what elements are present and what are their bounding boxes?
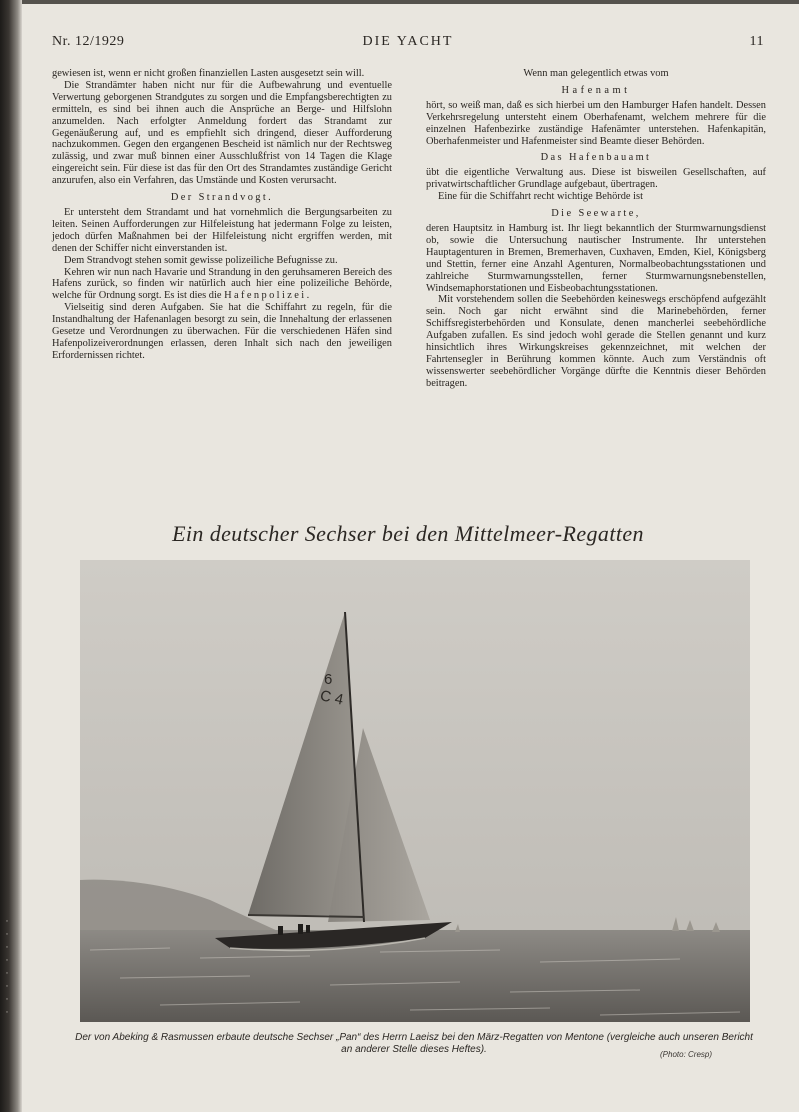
page-number: 11 [749,34,764,49]
article-title: Ein deutscher Sechser bei den Mittelmeer-Regatten [172,521,644,546]
section-heading: Der Strandvogt. [170,192,274,204]
section-heading: Die Seewarte, [551,208,641,220]
paragraph: Mit vorstehendem sollen die Seebehörden keineswegs erschöpfend aufgezählt sein. Noch gar nicht erwähnt sind die Marinebehörden, ferner Schiffsregisterbehörden und Konsulate, denen mancherlei seebehördliche Aufgaben zufallen. Es sind jedoch wohl gerade die Stellen genannt und kurz hinsichtlich ihres Wirkungskreises gekennzeichnet, mit welchen der Fahrtensegler in Berührung kommen könnte. Auch zum Verständnis oft wissenswerter seebehördlicher Vorgänge dürfte die Kenntnis dieser Behörden beitragen. [426,294,766,389]
paragraph: Er untersteht dem Strandamt und hat vornehmlich die Bergungsarbeiten zu leiten. Seinen Aufforderungen zur Hilfeleistung hat jedermann Folge zu leisten, jedoch dürfen Maßnahmen bei der Hilfeleistung nicht ergriffen werden, mit denen der Schiffer nicht einverstanden ist. [52,206,392,254]
right-column [426,68,766,390]
sail-mark: 6 [324,671,333,688]
sail-number: C 4 [318,687,345,709]
photo-caption: Der von Abeking & Rasmussen erbaute deutsche Sechser „Pan“ des Herrn Laeisz bei den März-Regatten von Mentone (vergleiche auch unseren Bericht an anderer Stelle dieses Heftes). [75,1032,753,1055]
paragraph-intro: Wenn man gelegentlich etwas vom [523,68,669,79]
paragraph: übt die eigentliche Verwaltung aus. Diese ist bisweilen Gesellschaften, auf privatwirtschaftlicher Grundlage aufgebaut, übertragen. [426,167,766,191]
issue-number: Nr. 12/1929 [52,34,125,49]
margin-marks: · · · · · · · · [5,916,9,1017]
sea [80,930,750,1022]
top-rule [22,0,799,4]
section-heading: Hafenamt [561,84,631,96]
paragraph: Die Strandämter haben nicht nur für die Aufbewahrung und eventuelle Verwertung geborgenen Strandgutes zu sorgen und die Empfangsberechtigten zu ermitteln, es sind bei ihnen auch die Ansprüche an Berge- und Hilfslohn anzumelden. Nach erfolgter Anmeldung fordert das Strandamt zur Gegenäußerung auf, und es empfiehlt sich dringend, dieser Aufforderung nachzukommen. Gegen den ergangenen Bescheid ist nämlich nur der Rechtsweg zulässig, und zwar muß binnen einer Ausschlußfrist von 14 Tagen die Klage eingereicht sein. Für diese ist das für den Ort des Strandamtes zuständige Gericht anzurufen, also ein Verfahren, das Umstände und Kosten verursacht. [52,79,392,187]
paragraph: Eine für die Schiffahrt recht wichtige Behörde ist [438,191,643,203]
journal-title: DIE YACHT [362,34,454,49]
paragraph: Dem Strandvogt stehen somit gewisse polizeiliche Befugnisse zu. [64,254,338,266]
left-column [52,68,392,362]
page-header [52,34,764,52]
paragraph: hört, so weiß man, daß es sich hierbei um den Hamburger Hafen handelt. Dessen Verkehrsregelung untersteht einem Oberhafenamt, welchem mehrere für die einzelnen Hafenbezirke zuständige Hafenämter unterstehen. Hafenkapitän, Oberhafenmeister und Hafenmeister sind Beamte dieser Behörden. [426,99,766,147]
sailing-yacht-photo [80,560,750,1022]
section-heading: Das Hafenbauamt [540,152,652,164]
paragraph: gewiesen ist, wenn er nicht großen finanziellen Lasten ausgesetzt sein will. [52,68,365,79]
photo-illustration [80,560,750,1022]
spaced-term: Hafenpolizei. [224,290,312,302]
paragraph: deren Hauptsitz in Hamburg ist. Ihr liegt bekanntlich der Sturmwarnungsdienst ob, sowie die Untersuchung nautischer Instrumente. Ihr unterstehen Hauptagenturen in Bremen, Bremerhaven, Cuxhaven, Emden, Kiel, Königsberg und Stettin, ferner eine Anzahl Agenturen, Normalbeobachtungsstationen und zahlreiche Sturmwarnungsstellen, ferner Sturmwarnungsnebenstellen, Windsemaphorstationen und Eisbeobachtungsstationen. [426,222,766,294]
paragraph [52,267,392,303]
photo-credit: (Photo: Cresp) [660,1050,713,1059]
paragraph-text: Kehren wir nun nach Havarie und Strandung in den geruhsameren Bereich des Hafens zurück, so finden wir natürlich auch hier eine polizeiliche Behörde, welche für Ordnung sorgt. Es ist dies die [52,266,392,302]
paragraph: Vielseitig sind deren Aufgaben. Sie hat die Schiffahrt zu regeln, für die Instandhaltung der Hafenanlagen besorgt zu sein, die Innehaltung der erlassenen Gesetze und Verordnungen zu überwachen. Für die verschiedenen Häfen sind Hafenpolizeiverordnungen erlassen, deren Inhalt sich nach den jeweiligen Erfordernissen richtet. [52,302,392,361]
